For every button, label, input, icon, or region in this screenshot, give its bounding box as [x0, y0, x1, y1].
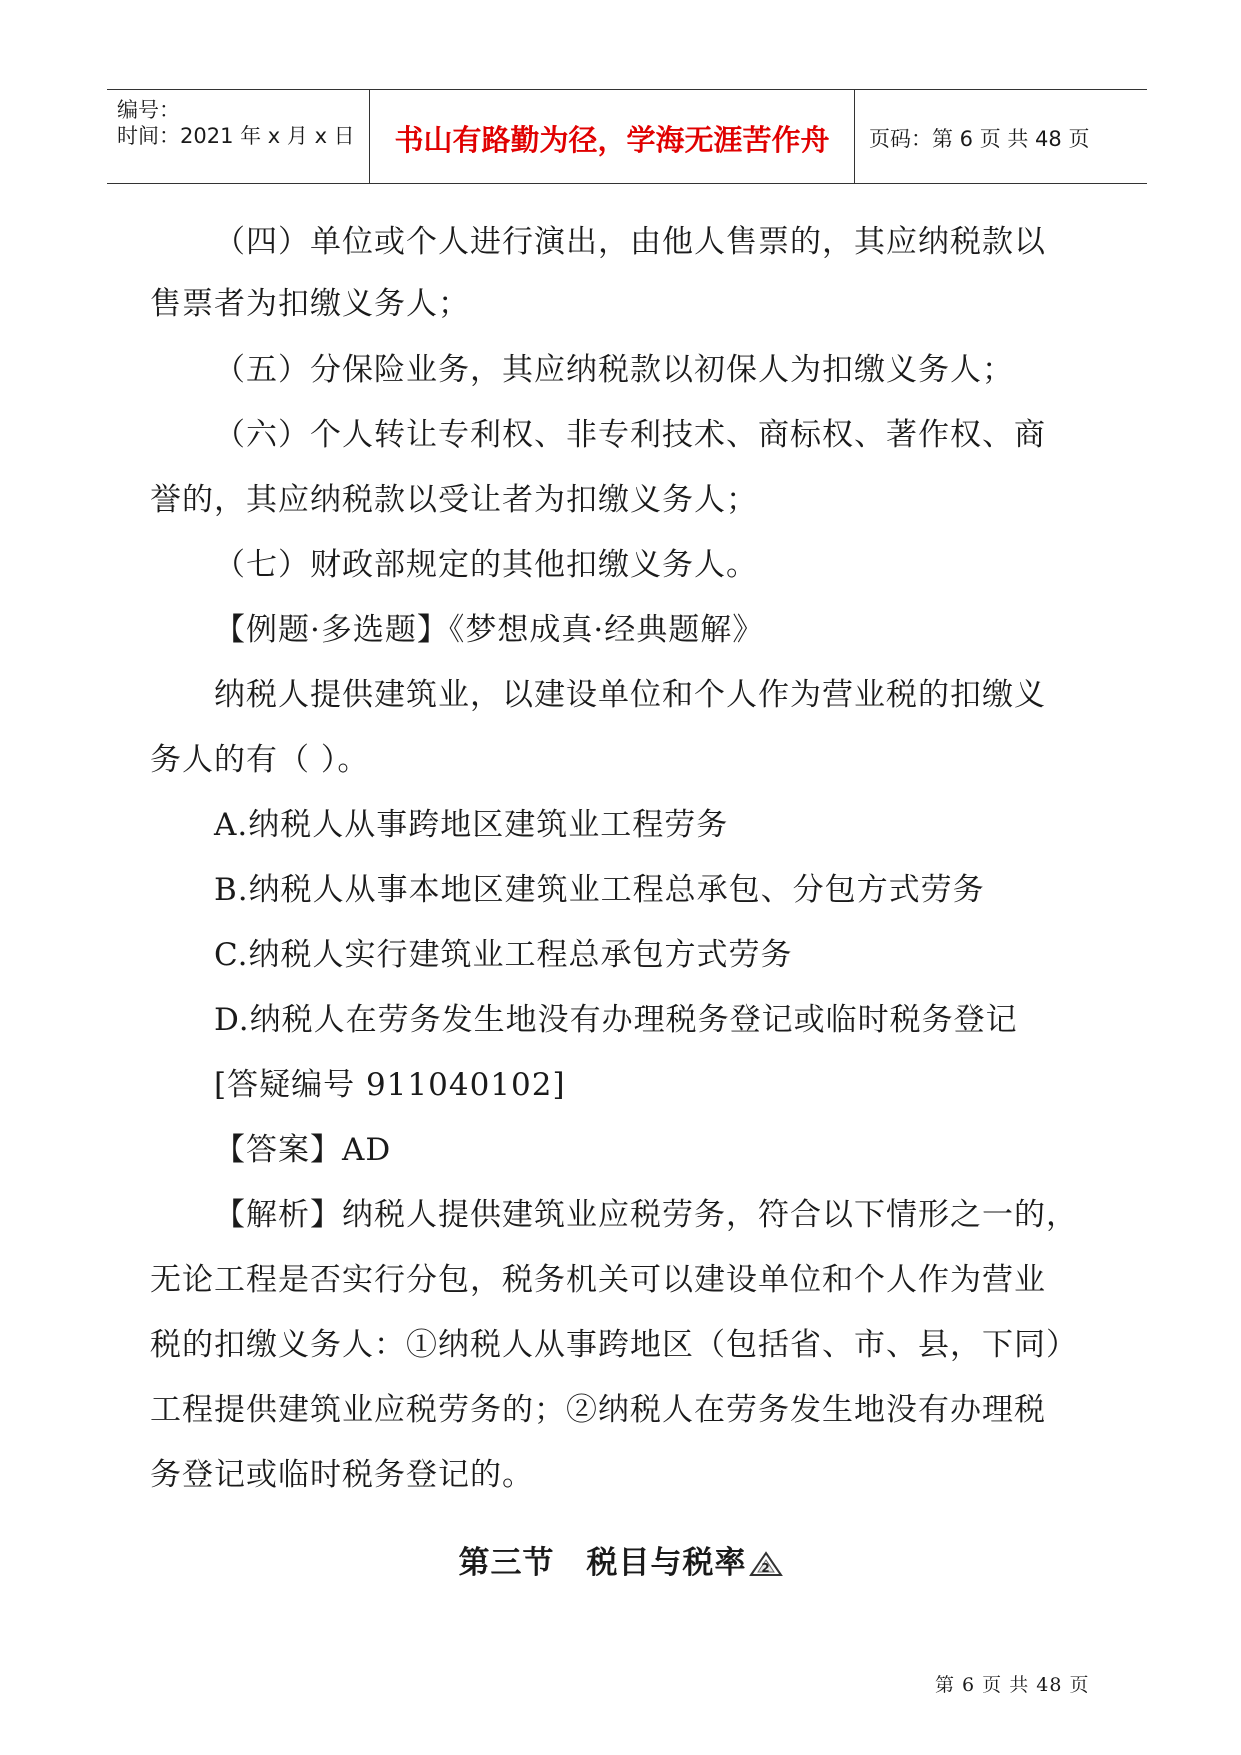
question-line: 纳税人提供建筑业，以建设单位和个人作为营业税的扣缴义 [214, 677, 1046, 713]
importance-triangle-icon [749, 1549, 783, 1575]
paragraph-line: （七）财政部规定的其他扣缴义务人。 [214, 547, 758, 583]
importance-level-text: 2 [760, 1561, 771, 1575]
paragraph-line: 誉的，其应纳税款以受让者为扣缴义务人； [150, 482, 758, 518]
option-b: B.纳税人从事本地区建筑业工程总承包、分包方式劳务 [214, 872, 985, 908]
paragraph-line: （六）个人转让专利权、非专利技术、商标权、著作权、商 [214, 417, 1046, 453]
option-c: C.纳税人实行建筑业工程总承包方式劳务 [214, 937, 793, 973]
section-heading [0, 1537, 1241, 1582]
document-time-label: 时间：2021 年 x 月 x 日 [117, 124, 355, 148]
header-middle-cell [369, 90, 855, 183]
analysis-line: 务登记或临时税务登记的。 [150, 1457, 534, 1493]
answer-line: 【答案】AD [214, 1132, 392, 1168]
document-number-label: 编号： [117, 98, 180, 122]
header-left-cell [107, 90, 369, 183]
option-d: D.纳税人在劳务发生地没有办理税务登记或临时税务登记 [214, 1002, 1018, 1038]
analysis-line: 【解析】纳税人提供建筑业应税劳务，符合以下情形之一的， [214, 1197, 1078, 1233]
header-right-cell [855, 90, 1147, 183]
paragraph-line: （四）单位或个人进行演出，由他人售票的，其应纳税款以 [214, 224, 1046, 260]
question-line: 务人的有（ ）。 [150, 742, 370, 778]
header-page-label: 页码：第 6 页 共 48 页 [869, 127, 1090, 151]
analysis-line: 无论工程是否实行分包，税务机关可以建设单位和个人作为营业 [150, 1262, 1046, 1298]
option-a: A.纳税人从事跨地区建筑业工程劳务 [214, 807, 729, 843]
analysis-line: 工程提供建筑业应税劳务的；②纳税人在劳务发生地没有办理税 [150, 1392, 1046, 1428]
example-title: 【例题·多选题】《梦想成真·经典题解》 [214, 612, 765, 648]
page-footer: 第 6 页 共 48 页 [935, 1674, 1090, 1696]
analysis-line: 税的扣缴义务人：①纳税人从事跨地区（包括省、市、县，下同） [150, 1327, 1078, 1363]
question-id: [答疑编号 911040102] [214, 1067, 566, 1103]
paragraph-line: （五）分保险业务，其应纳税款以初保人为扣缴义务人； [214, 352, 1014, 388]
section-title: 税目与税率 [586, 1545, 747, 1581]
section-number: 第三节 [458, 1545, 555, 1581]
page-header [107, 89, 1147, 184]
paragraph-line: 售票者为扣缴义务人； [150, 286, 470, 322]
header-motto: 书山有路勤为径，学海无涯苦作舟 [394, 123, 830, 157]
